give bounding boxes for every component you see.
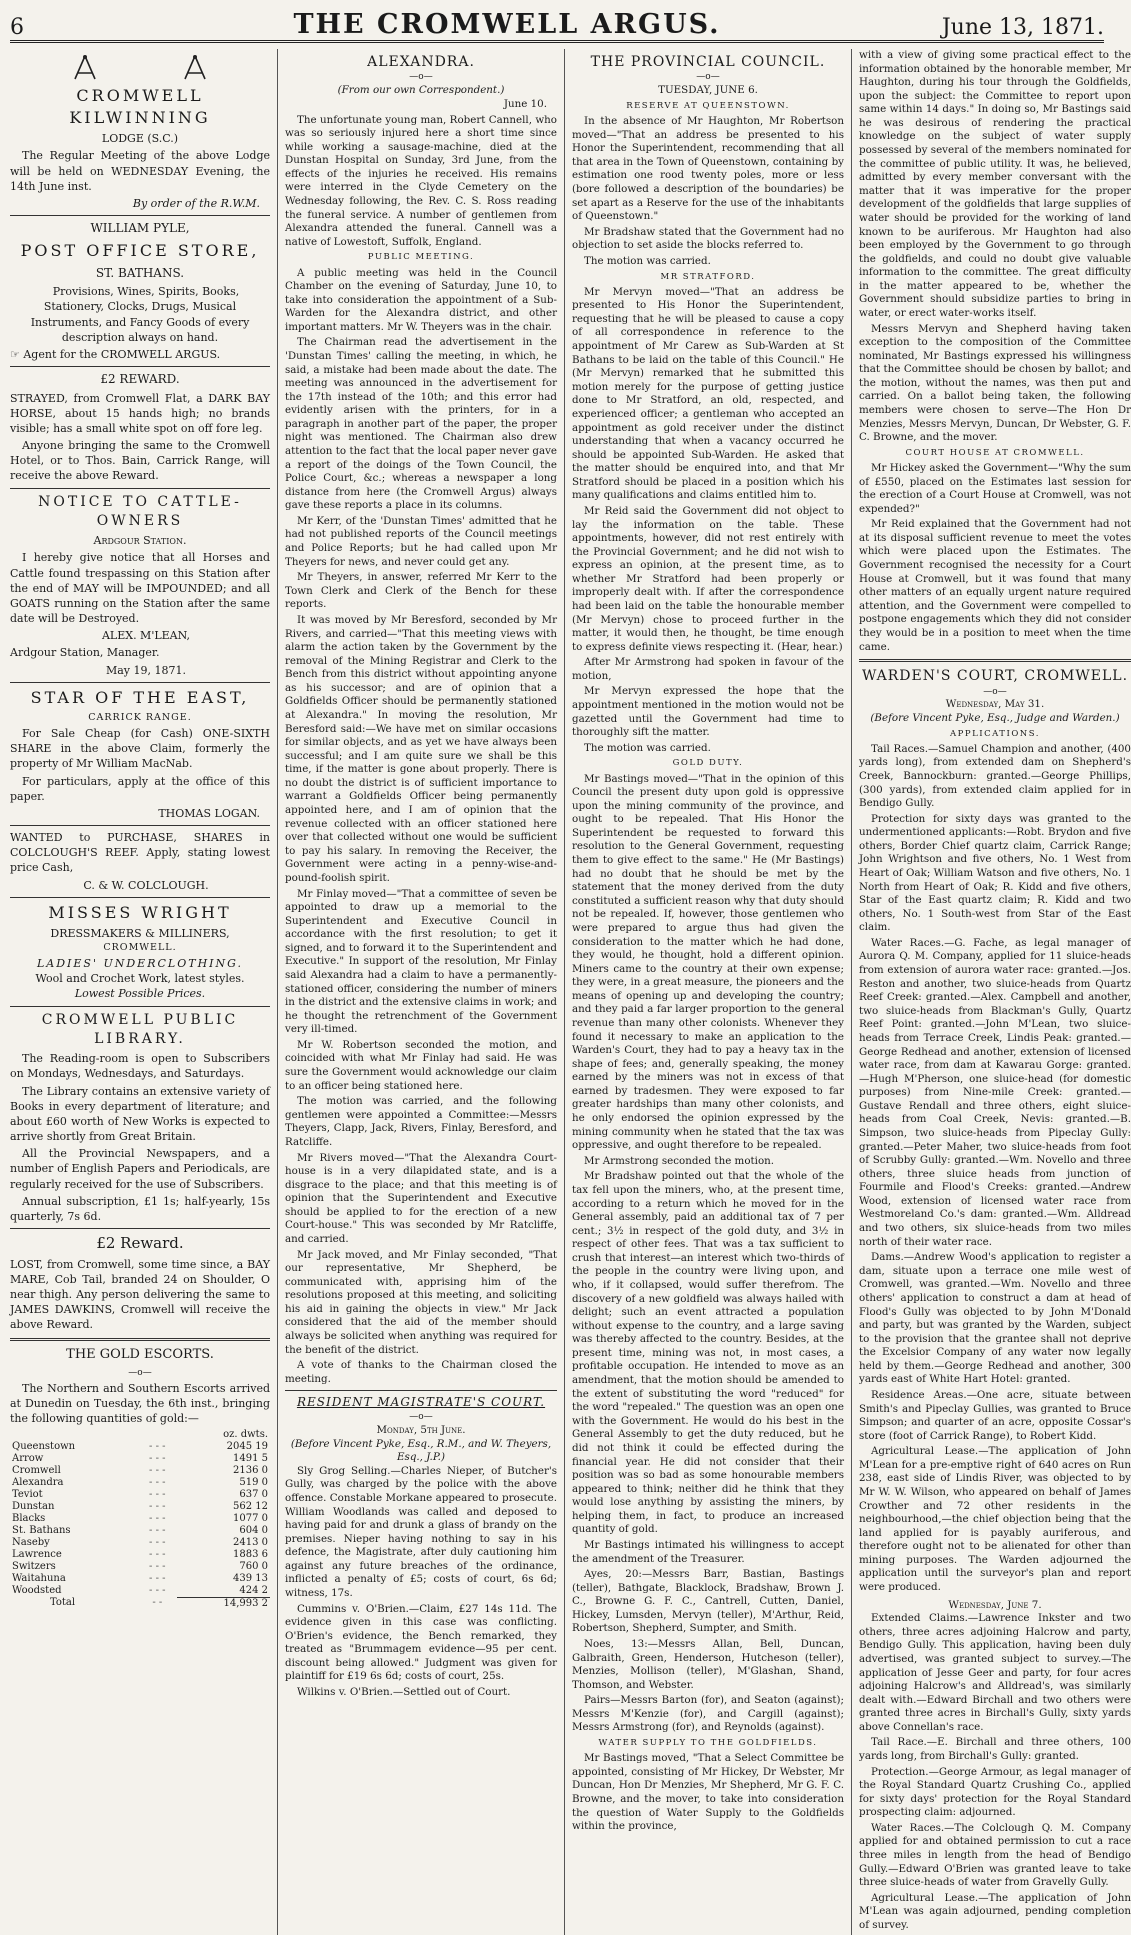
leader-dots: - - — [152, 1597, 163, 1609]
leader-dots: - - - — [149, 1524, 166, 1536]
issue-date: June 13, 1871. — [941, 15, 1104, 40]
council-cont-p4: Mr Reid explained that the Government had not at its disposal sufficient revenue to meet the votes which were placed upon the Estimates. The Government recognised the necessity for a Court House at Cromwell, but it was found that many other matters of an equally urgent nature required attention, and the Government were compelled to postpone engagements which they did not consider they would be in a position to meet when the time came. — [859, 518, 1131, 653]
council-p16: Mr Bastings moved, "That a Select Committee be appointed, consisting of Mr Hickey, Dr Webster, Mr Duncan, Hon Dr Menzies, Mr Shepherd, Mr G. F. C. Browne, and the mover, to take into consideration the question of Water Supply to the Goldfields within the province, — [572, 1752, 844, 1833]
leader-dots: - - - — [149, 1452, 166, 1464]
rm-court-before: (Before Vincent Pyke, Esq., R.M., and W. Theyers, Esq., J.P.) — [290, 1437, 552, 1464]
gold-place: Cromwell — [12, 1464, 61, 1476]
gold-unit: oz. dwts. — [223, 1428, 268, 1440]
gold-place: Alexandra — [12, 1476, 64, 1488]
council-p14: Noes, 13:—Messrs Allan, Bell, Duncan, Galbraith, Green, Henderson, Hutcheson (teller), Menzies, Mollison (teller), M'Glashan, Shand, Thomson, and Webster. — [572, 1638, 844, 1691]
table-row — [10, 1525, 270, 1537]
gold-place: Blacks — [12, 1512, 46, 1524]
reward2-title: £2 Reward. — [96, 1234, 184, 1253]
gold-place: St. Bathans — [12, 1524, 71, 1536]
column-alexandra: ALEXANDRA. —o— (From our own Correspondent.) June 10. The unfortunate young man, Robert Cannell, who was so seriously injured here a short time since while working a sausage-machine, died at the Dunstan Hospital on Sunday, 3rd June, from the effects of the injuries he received. His remains were interred in the Clyde Cemetery on the Wednesday following, the Rev. C. S. Ross reading the funeral service. A number of gentlemen from Alexandra attended the funeral. Cannell was a native of Lowestoft, Suffolk, England. PUBLIC MEETING. A public meeting was held in the Council Chamber on the evening of Saturday, June 10, to take into consideration the appointment of a Sub-Warden for the Alexandra district, and other important matters. Mr W. Theyers was in the chair. The Chairman read the advertisement in the 'Dunstan Times' calling the meeting, in which, he said, a mistake had been made about the date. The meeting was announced in the advertisement for the 17th instead of the 10th; and this error had evidently arisen with the printers, for in a paragraph in another part of the paper, the proper night was mentioned. The Chairman also drew attention to the fact that the local paper never gave a report of the doings of the Town Council, the Police Court, &c.; whereas a newspaper a long distance from here (the Cromwell Argus) always gave these reports a place in its columns. Mr Kerr, of the 'Dunstan Times' admitted that he had not published reports of the Council meetings and Police Reports; but he had called upon Mr Theyers for news, and never could get any. Mr Theyers, in answer, referred Mr Kerr to the Town Clerk and Clerk of the Bench for these reports. It was moved by Mr Beresford, seconded by Mr Rivers, and carried—"That this meeting views with alarm the action taken by the Government by the removal of the Mining Registrar and Clerk to the Bench from this district without appointing anyone as his successor; and are of opinion that a Goldfields Officer should be permanently stationed at Alexandra." In moving the resolution, Mr Beresford said:—We have met on similar occasions for similar objects, and as yet we have always been successful; and I am quite sure we shall be this time, if the matter is gone about properly. There is no doubt the district is of sufficient importance to warrant a Goldfields Officer being permanently appointed here, and I am of opinion that the revenue collected with an officer stationed here over that collected without one would be sufficient to pay his salary. In removing the Receiver, the Government were acting in a penny-wise-and-pound-foolish spirit. Mr Finlay moved—"That a committee of seven be appointed to draw up a memorial to the Superintendent and Executive Council in accordance with the first resolution; to get it signed, and to forward it to the Superintendent and Executive." In support of the resolution, Mr Finlay said Alexandra had a claim to have a permanently-stationed officer, considering the number of miners in the district and the extensive claims in work; and he thought the retrenchment of the Government very ill-timed. Mr W. Robertson seconded the motion, and coincided with what Mr Finlay had said. He was sure the Government would acknowledge our claim to an officer being stationed here. The motion was carried, and the following gentlemen were appointed a Committee:—Messrs Theyers, Clapp, Jack, Rivers, Finlay, Beresford, and Ratcliffe. Mr Rivers moved—"That the Alexandra Court-house is in a very dilapidated state, and is a disgrace to the place; and that this meeting is of opinion that the Superintendent and Executive should be applied to for the erection of a new Court-house." This was seconded by Mr Ratcliffe, and carried. Mr Jack moved, and Mr Finlay seconded, "That our representative, Mr Shepherd, be communicated with, apprising him of the resolutions proposed at this meeting, and soliciting his aid in gaining the objects in view." Mr Jack considered that the aid of the member should always be solicited when anything was required for the benefit of the district. A vote of thanks to the Chairman closed the meeting. RESIDENT MAGISTRATE'S COURT. —o— Monday, 5th June. (Before Vincent Pyke, Esq., R.M., and W. Theyers, Esq., J.P.) Sly Grog Selling.—Charles Nieper, of Butcher's Gully, was charged by the police with the above offence. Constable Morkane appeared to prosecute. William Woodlands was called and deposed to having paid for and drunk a glass of brandy on the premises. Nieper having nothing to say in his defence, the Magistrate, after duly cautioning him against any future breaches of the ordinance, inflicted a penalty of £5; costs of court, 6s 6d; witness, 17s. Cummins v. O'Brien.—Claim, £27 14s 11d. The evidence given in this case was conflicting. O'Brien's evidence, the Bench remarked, they treated as "Brummagem evidence—95 per cent. discount being allowed." Judgment was given for plaintiff for £19 6s 6d; costs of court, 25s. Wilkins v. O'Brien.—Settled out of Court. — [285, 54, 557, 1699]
gold-value: 2413 0 — [233, 1536, 268, 1548]
alexandra-byline: (From our own Correspondent.) — [337, 84, 505, 97]
table-row — [10, 1561, 270, 1573]
library-p3: All the Provincial Newspapers, and a number of English Papers and Periodicals, are regularly received for the use of Subscribers. — [10, 1147, 270, 1191]
council-p2: Mr Bradshaw stated that the Government had no objection to set aside the blocks referred to. — [572, 225, 844, 252]
council-p12: Mr Bastings intimated his willingness to accept the amendment of the Treasurer. — [572, 1538, 844, 1565]
library-p4: Annual subscription, £1 1s; half-yearly, 15s quarterly, 7s 6d. — [10, 1194, 270, 1223]
alexandra-p5: Mr Theyers, in answer, referred Mr Kerr to the Town Clerk and Clerk of the Bench for these reports. — [285, 571, 557, 611]
star-body2: For particulars, apply at the office of this paper. — [10, 774, 270, 803]
leader-dots: - - - — [149, 1536, 166, 1548]
star-title: STAR OF THE EAST, — [30, 687, 250, 707]
table-total-row — [10, 1597, 270, 1610]
leader-dots: - - - — [149, 1560, 166, 1572]
leader-dots: - - - — [149, 1572, 166, 1584]
gold-place: Switzers — [12, 1560, 56, 1572]
warden-x5: Agricultural Lease.—The application of John M'Lean was again adjourned, pending completion of survey. — [859, 1891, 1131, 1931]
warden-date: Wednesday, May 31. — [945, 698, 1045, 711]
gold-value: 2045 19 — [226, 1440, 268, 1452]
wright-ladies: LADIES' UNDERCLOTHING. — [36, 957, 244, 971]
council-p5: Mr Reid said the Government did not object to lay the information on the table. These appointments, however, did not rest entirely with the Provincial Government; and he did not wish to express an opinion, at the present time, as to whether Mr Stratford had been properly or improperly dealt with. If after the correspondence had been laid on the table the honourable member (Mr Mervyn) chose to proceed further in the matter, it would then, he thought, be time enough to express definite views respecting it. (Hear, hear.) — [572, 504, 844, 653]
table-row — [10, 1501, 270, 1513]
pyle-name: WILLIAM PYLE, — [90, 221, 190, 236]
gold-place: Naseby — [12, 1536, 50, 1548]
council-cont-p2: Messrs Mervyn and Shepherd having taken exception to the composition of the Committee nominated, Mr Bastings expressed his willingness that the Committee should be chosen by ballot; and the motion, without the names, was then put and carried. On a ballot being taken, the following members were chosen to serve—The Hon Dr Menzies, Messrs Mervyn, Duncan, Dr Webster, G. F. C. Browne, and the mover. — [859, 322, 1131, 444]
warden-before: (Before Vincent Pyke, Esq., Judge and Warden.) — [870, 712, 1120, 724]
leader-dots: - - - — [149, 1476, 166, 1488]
gold-value: 519 0 — [239, 1476, 268, 1488]
gold-value: 1883 6 — [233, 1548, 268, 1560]
star-sig: THOMAS LOGAN. — [158, 806, 260, 820]
kilwinning-subtitle: LODGE (S.C.) — [101, 132, 179, 146]
reward1-body2: Anyone bringing the same to the Cromwell Hotel, or to Thos. Bain, Carrick Range, will receive the above Reward. — [10, 439, 270, 483]
council-title: THE PROVINCIAL COUNCIL. — [590, 54, 826, 70]
leader-dots: - - - — [149, 1440, 166, 1452]
gold-place: Dunstan — [12, 1500, 55, 1512]
gold-place: Woodsted — [12, 1584, 62, 1596]
pyle-title: POST OFFICE STORE, — [20, 240, 260, 260]
gold-duty-heading: GOLD DUTY. — [672, 758, 744, 769]
gold-value: 2136 0 — [233, 1464, 268, 1476]
public-meeting-heading: PUBLIC MEETING. — [367, 252, 475, 263]
masthead — [10, 6, 1104, 43]
council-p4: Mr Mervyn moved—"That an address be presented to His Honor the Superintendent, requesting that he will be pleased to cause a copy of all correspondence in reference to the appointment of Mr Carew as Sub-Warden at St Bathans to be laid on the table of this Council." He (Mr Mervyn) remarked that he submitted this motion merely for the purpose of getting justice done to Mr Stratford, an old, respected, and experienced officer; a gentleman who accepted an appointment as gold receiver under the distinct understanding that when a vacancy occurred he should be appointed Sub-Warden. He asked that the matter should be enquired into, and that Mr Stratford should be placed in a position which his many qualifications and claims entitled him to. — [572, 285, 844, 502]
council-p3: The motion was carried. — [584, 254, 711, 267]
council-p1: In the absence of Mr Haughton, Mr Robertson moved—"That an address be presented to his Honor the Superintendent, recommending that all that area in the Town of Queenstown, containing by estimation one rood twenty poles, more or less (bore followed a description of the boundaries) be set apart as a Reserve for the use of the inhabitants of Queenstown." — [572, 115, 844, 223]
rm-court-case1: Sly Grog Selling.—Charles Nieper, of Butcher's Gully, was charged by the police with the above offence. Constable Morkane appeared to prosecute. William Woodlands was called and deposed to having paid for and drunk a glass of brandy on the premises. Nieper having nothing to say in his defence, the Magistrate, after duly cautioning him against any future breaches of the ordinance, inflicted a penalty of £5; costs of court, 6s 6d; witness, 17s. — [285, 1464, 557, 1599]
kilwinning-title: CROMWELL KILWINNING — [69, 86, 211, 128]
rm-court-case2: Cummins v. O'Brien.—Claim, £27 14s 11d. The evidence given in this case was conflicting. O'Brien's evidence, the Bench remarked, they treated as "Brummagem evidence—95 per cent. discount being allowed." Judgment was given for plaintiff for £19 6s 6d; costs of court, 25s. — [285, 1602, 557, 1683]
wright-place: CROMWELL. — [103, 941, 177, 953]
warden-w5: Residence Areas.—One acre, situate between Smith's and Pipeclay Gullies, was granted to Bruce Simpson; and quarter of an acre, opposite Cossar's store (foot of Carrick Range), to Robert Kidd. — [859, 1388, 1131, 1442]
wright-title: MISSES WRIGHT — [48, 902, 232, 922]
library-p2: The Library contains an extensive variety of Books in every department of literature; and about £60 worth of New Works is expected to arrive shortly from Great Britain. — [10, 1084, 270, 1144]
leader-dots: - - - — [149, 1500, 166, 1512]
alexandra-p10: Mr Rivers moved—"That the Alexandra Court-house is in a very dilapidated state, and is a disgrace to the place; and that this meeting is of opinion that the Superintendent and Executive should be applied to for the erection of a new Court-house." This was seconded by Mr Ratcliffe, and carried. — [285, 1151, 557, 1245]
gold-escorts-table — [10, 1429, 270, 1610]
masonic-emblems — [10, 49, 270, 83]
escorts-intro: The Northern and Southern Escorts arrived at Dunedin on Tuesday, the 6th inst., bringing the following quantities of gold:— — [10, 1381, 270, 1426]
council-p13: Ayes, 20:—Messrs Barr, Bastian, Bastings (teller), Bathgate, Blacklock, Bradshaw, Brown J. C., Browne G. F. C., Cantrell, Cutten, Daniel, Hickey, Lumsden, Mervyn (teller), M'Arthur, Reid, Robertson, Shepherd, Sumpter, and Smith. — [572, 1568, 844, 1635]
table-row — [10, 1477, 270, 1489]
gold-value: 424 2 — [239, 1584, 268, 1596]
table-row — [10, 1441, 270, 1453]
gold-place: Lawrence — [12, 1548, 62, 1560]
court-house-heading: COURT HOUSE AT CROMWELL. — [905, 447, 1085, 458]
council-date: TUESDAY, JUNE 6. — [658, 84, 758, 97]
alexandra-p1: The unfortunate young man, Robert Cannell, who was so seriously injured here a short time since while working a sausage-machine, died at the Dunstan Hospital on Sunday, 3rd June, from the effects of the injuries he received. His remains were interred in the Clyde Cemetery on the Wednesday following, the Rev. C. S. Ross reading the funeral service. A number of gentlemen from Alexandra attended the funeral. Cannell was a native of Lowestoft, Suffolk, England. — [285, 113, 557, 248]
alexandra-title: ALEXANDRA. — [367, 54, 475, 70]
wright-wool: Wool and Crochet Work, latest styles. — [35, 972, 245, 986]
warden-w4: Dams.—Andrew Wood's application to register a dam, situate upon a terrace one mile west of Cromwell, was granted.—Wm. Novello and three others' application to construct a dam at head of Flood's Gully was objected to by John M'Donald and party, but was granted by the Warden, subject to the provision that the grantee shall not deprive the Excelsior Company of any water now legally held by them.—George Redhead and another, 300 yards east of White Hart Hotel: granted. — [859, 1251, 1131, 1386]
warden-x2: Tail Race.—E. Birchall and three others, 100 yards long, from Birchall's Gully: granted. — [859, 1736, 1131, 1762]
council-p10: Mr Armstrong seconded the motion. — [584, 1154, 775, 1167]
cattle-date: May 19, 1871. — [105, 663, 186, 677]
table-row — [10, 1489, 270, 1501]
gold-total-value: 14,993 2 — [177, 1597, 270, 1610]
kilwinning-signature: By order of the R.W.M. — [132, 196, 260, 210]
warden-title: WARDEN'S COURT, CROMWELL. — [861, 668, 1129, 685]
warden-w3: Water Races.—G. Fache, as legal manager of Aurora Q. M. Company, applied for 11 sluice-heads from extension of aurora water race: granted.—Jos. Reston and another, two sluice-heads from Quartz Reef Creek: granted.—Alex. Campbell and another, two sluice-heads from Blackman's Gully, Quartz Reef Point: granted.—John M'Lean, two sluice-heads from Terrace Creek, Lindis Peak: granted.—George Redhead and another, extension of licensed water race, from dam at Kawarau Gorge: granted.—Hugh M'Pherson, one sluice-head (for domestic purposes) from Nine-mile Creek: granted.—Gustave Rendall and three others, eight sluice-heads from Coal Creek, Nevis: granted.—B. Simpson, two sluice-heads from Pipeclay Gully: granted.—Peter Maher, two sluice-heads from foot of Scrubby Gully: granted.—Wm. Novello and three others, three sluice heads from junction of Fourmile and Flood's Creeks: granted.—Andrew Wood, extension of licensed water race from Westmoreland Co.'s dam: granted.—Wm. Alldread and two others, six sluice-heads from two miles north of their water race. — [859, 936, 1131, 1248]
wright-prices: Lowest Possible Prices. — [74, 987, 206, 1001]
council-cont-p1: with a view of giving some practical effect to the information obtained by the honorable member, Mr Haughton, during his tour through the Goldfields, upon the subject: the Committee to report upon same within 14 days." In doing so, Mr Bastings said he was desirous of rendering the practical knowledge on the subject of water supply possessed by several of the members nominated for the committee of public utility. It was, he believed, admitted by every member conversant with the matter that it was imperative for the proper development of the goldfields that large supplies of water should be provided for the working of land known to be auriferous. Mr Haughton had also been employed by the Government to go through the goldfields, and could no doubt give valuable information to the committee. The great difficulty in the matter appeared to be, whether the Government should subsidize parties to bring in water, or erect water-works itself. — [859, 49, 1131, 319]
column-provincial-council: THE PROVINCIAL COUNCIL. —o— TUESDAY, JUNE 6. RESERVE AT QUEENSTOWN. In the absence of Mr Haughton, Mr Robertson moved—"That an address be presented to his Honor the Superintendent, recommending that all that area in the Town of Queenstown, containing by estimation one rood twenty poles, more or less (bore followed a description of the boundaries) be set apart as a Reserve for the use of the inhabitants of Queenstown." Mr Bradshaw stated that the Government had no objection to set aside the blocks referred to. The motion was carried. MR STRATFORD. Mr Mervyn moved—"That an address be presented to His Honor the Superintendent, requesting that he will be pleased to cause a copy of all correspondence in reference to the appointment of Mr Carew as Sub-Warden at St Bathans to be laid on the table of this Council." He (Mr Mervyn) remarked that he submitted this motion merely for the purpose of getting justice done to Mr Stratford, an old, respected, and experienced officer; a gentleman who accepted an appointment as gold receiver under the distinct understanding that when a vacancy occurred he should be appointed Sub-Warden. He asked that the matter should be enquired into, and that Mr Stratford should be placed in a position which his many qualifications and claims entitled him to. Mr Reid said the Government did not object to lay the information on the table. These appointments, however, did not rest entirely with the Provincial Government; and he did not wish to express an opinion, at the present time, as to whether Mr Stratford had been properly or improperly dealt with. If after the correspondence had been laid on the table the honourable member (Mr Mervyn) chose to proceed further in the matter, it would then, he thought, be time enough to express definite views respecting it. (Hear, hear.) After Mr Armstrong had spoken in favour of the motion, Mr Mervyn expressed the hope that the appointment mentioned in the motion would not be gazetted until the Government had time to thoroughly sift the matter. The motion was carried. GOLD DUTY. Mr Bastings moved—"That in the opinion of this Council the present duty upon gold is oppressive upon the mining community of the province, and ought to be repealed. That His Honor the Superintendent be requested to forward this resolution to the General Government, requesting them to give effect to the same." He (Mr Bastings) had no doubt that he should be met by the statement that the money derived from the duty constituted a sufficient reason why that duty should not be repealed. If, however, those gentlemen who were prepared to argue thus had given the consideration to the matter which he had done, they would, he thought, hold a different opinion. Miners came to the country at their own expense; they were, in a great measure, the pioneers and the means of opening up and developing the country; and they paid a far larger proportion to the general revenue than many other colonists. Whenever they found it necessary to make an application to the Warden's Court, they had to pay a heavy tax in the shape of fees; and, generally speaking, the money earned by the miners was not in excess of that earned by tradesmen. They were exposed to far greater hardships than many other colonists, and he only endorsed the opinion expressed by the mining community when he stated that the tax was oppressive, and ought therefore to be repealed. Mr Armstrong seconded the motion. Mr Bradshaw pointed out that the whole of the tax fell upon the miners, who, at the present time, according to a return which he moved for in the General assembly, paid an additional tax of 7 per cent.; 3½ in respect of the gold duty, and 3½ in respect of other fees. That was a tax sufficient to crush that interest—an interest which two-thirds of the people in the country were living upon, and who, if it collapsed, would suffer therefrom. The discovery of a new goldfield was always hailed with delight; such an event attracted a population without expense to the country, and a large saving was thereby affected to the country. Besides, at the present time, mining was not, in most cases, a profitable occupation. He intended to move as an amendment, that the motion should be amended to the extent of substituting the word "reduced" for the word "repealed." The question was an open one with the Government. He would do his best in the General Assembly to get the duty reduced, but he did not think it could be effected during the financial year. He did not consider that their position was so bad as some honourable members appeared to think; neither did he think that they would lose anything by assisting the miners, by helping them, in fact, to produce an increased quantity of gold. Mr Bastings intimated his willingness to accept the amendment of the Treasurer. Ayes, 20:—Messrs Barr, Bastian, Bastings (teller), Bathgate, Blacklock, Bradshaw, Brown J. C., Browne G. F. C., Cantrell, Cutten, Daniel, Hickey, Lumsden, Mervyn (teller), M'Arthur, Reid, Robertson, Shepherd, Sumpter, and Smith. Noes, 13:—Messrs Allan, Bell, Duncan, Galbraith, Green, Henderson, Hutcheson (teller), Menzies, Mollison (teller), M'Glashan, Shand, Thomson, and Webster. Pairs—Messrs Barton (for), and Seaton (against); Messrs M'Kenzie (for), and Cargill (against); Messrs Armstrong (for), and Reynolds (against). WATER SUPPLY TO THE GOLDFIELDS. Mr Bastings moved, "That a Select Committee be appointed, consisting of Mr Hickey, Dr Webster, Mr Duncan, Hon Dr Menzies, Mr Shepherd, Mr G. F. C. Browne, and the mover, to take into consideration the question of Water Supply to the Goldfields within the province, — [572, 54, 844, 1833]
reserve-heading: RESERVE AT QUEENSTOWN. — [626, 100, 790, 111]
leader-dots: - - - — [149, 1584, 166, 1596]
cattle-sig: Ardgour Station, Manager. — [10, 646, 160, 660]
leader-dots: - - - — [149, 1548, 166, 1560]
newspaper-title: THE CROMWELL ARGUS. — [293, 9, 721, 40]
council-p11: Mr Bradshaw pointed out that the whole of the tax fell upon the miners, who, at the present time, according to a return which he moved for in the General assembly, paid an additional tax of 7 per cent.; 3½ in respect of the gold duty, and 3½ in respect of other fees. That was a tax sufficient to crush that interest—an interest which two-thirds of the people in the country were living upon, and who, if it collapsed, would suffer therefrom. The discovery of a new goldfield was always hailed with delight; such an event attracted a population without expense to the country, and a large saving was thereby affected to the country. Besides, at the present time, mining was not, in most cases, a profitable occupation. He intended to move as an amendment, that the motion should be amended to the extent of substituting the word "reduced" for the word "repealed." The question was an open one with the Government. He would do his best in the General Assembly to get the duty reduced, but he did not think it could be effected during the financial year. He did not consider that their position was so bad as some honourable members appeared to think; neither did he think that they would lose anything by assisting the miners, by helping them, in fact, to produce an increased quantity of gold. — [572, 1170, 844, 1536]
rm-court-title: RESIDENT MAGISTRATE'S COURT. — [296, 1395, 546, 1410]
gold-value: 1491 5 — [233, 1452, 268, 1464]
warden-w2: Protection for sixty days was granted to the undermentioned applicants:—Robt. Brydon and five others, Border Chief quartz claim, Carrick Range; John Wrightson and five others, No. 1 West from Heart of Oak; William Watson and five others, No. 1 North from Heart of Oak; R. Kidd and five others, Star of the East quartz claim; R. Kidd and two others, No. 1 South-west from Star of the East claim. — [859, 812, 1131, 934]
leader-dots: - - - — [149, 1488, 166, 1500]
alexandra-p12: A vote of thanks to the Chairman closed the meeting. — [285, 1359, 557, 1385]
table-row — [10, 1549, 270, 1561]
library-title: CROMWELL PUBLIC LIBRARY. — [41, 1011, 239, 1047]
page-number: 6 — [10, 15, 24, 40]
applications-heading: APPLICATIONS. — [950, 728, 1040, 739]
gold-value: 1077 0 — [233, 1512, 268, 1524]
pyle-body: Provisions, Wines, Spirits, Books, Stationery, Clocks, Drugs, Musical Instruments, and Fancy Goods of every description always on hand. — [30, 285, 250, 344]
table-row — [10, 1465, 270, 1477]
gold-value: 637 0 — [239, 1488, 268, 1500]
cattle-body: I hereby give notice that all Horses and Cattle found trespassing on this Station after the end of MAY will be IMPOUNDED; and all GOATS running on the Station after the same date will be Destroyed. — [10, 551, 270, 626]
gold-place: Waitahuna — [12, 1572, 66, 1584]
pyle-agent — [10, 347, 270, 362]
compass-square-icon — [70, 53, 100, 83]
council-p7: Mr Mervyn expressed the hope that the appointment mentioned in the motion would not be gazetted until the Government had time to thoroughly sift the matter. — [572, 685, 844, 739]
rm-court-case3: Wilkins v. O'Brien.—Settled out of Court. — [297, 1686, 511, 1699]
escorts-title: THE GOLD ESCORTS. — [66, 1346, 214, 1362]
wanted-body: WANTED to PURCHASE, SHARES in COLCLOUGH'S REEF. Apply, stating lowest price Cash, — [10, 831, 270, 875]
gold-place: Queenstown — [12, 1440, 76, 1452]
cattle-station: Ardgour Station. — [93, 534, 187, 548]
rm-court-date: Monday, 5th June. — [376, 1424, 466, 1437]
gold-value: 562 12 — [233, 1500, 268, 1512]
alexandra-date: June 10. — [503, 97, 547, 110]
alexandra-p2: A public meeting was held in the Council Chamber on the evening of Saturday, June 10, to take into consideration the appointment of a Sub-Warden for the Alexandra district, and other important matters. Mr W. Theyers was in the chair. — [285, 266, 557, 333]
council-p9: Mr Bastings moved—"That in the opinion of this Council the present duty upon gold is oppressive upon the mining community of the province, and ought to be repealed. That His Honor the Superintendent be requested to forward this resolution to the General Government, requesting them to give effect to the same." He (Mr Bastings) had no doubt that he should be met by the statement that the money derived from the duty constituted a sufficient reason why that duty should not be repealed. If, however, those gentlemen who were prepared to argue thus had given the consideration to the matter which he had done, they would, he thought, hold a different opinion. Miners came to the country at their own expense; they were, in a great measure, the pioneers and the means of opening up and developing the country; and they paid a far larger proportion to the general revenue than many other colonists. Whenever they found it necessary to make an application to the Warden's Court, they had to pay a heavy tax in the shape of fees; and, generally speaking, the money earned by the miners was not in excess of that earned by tradesmen. They were exposed to far greater hardships than many other colonists, and he only endorsed the opinion expressed by the mining community when he stated that the tax was oppressive, and ought therefore to be repealed. — [572, 772, 844, 1152]
alexandra-p9: The motion was carried, and the following gentlemen were appointed a Committee:—Messrs Theyers, Clapp, Jack, Rivers, Finlay, Beresford, and Ratcliffe. — [285, 1095, 557, 1148]
alexandra-p11: Mr Jack moved, and Mr Finlay seconded, "That our representative, Mr Shepherd, be communicated with, apprising him of the resolutions proposed at this meeting, and soliciting his aid in gaining the objects in view." Mr Jack considered that the aid of the member should always be solicited when anything was required for the benefit of the district. — [285, 1248, 557, 1356]
gold-place: Teviot — [12, 1488, 43, 1500]
gold-value: 604 0 — [239, 1524, 268, 1536]
pyle-agent-text: Agent for the CROMWELL ARGUS. — [23, 347, 221, 361]
table-row — [10, 1453, 270, 1465]
gold-value: 439 13 — [233, 1572, 268, 1584]
gold-value: 760 0 — [239, 1560, 268, 1572]
library-p1: The Reading-room is open to Subscribers on Mondays, Wednesdays, and Saturdays. — [10, 1052, 270, 1081]
warden-w1: Tail Races.—Samuel Champion and another, (400 yards long), from extended dam on Shepherd's Creek, Bannockburn: granted.—George Phillips, (300 yards), from extended claim applied for in Bendigo Gully. — [859, 742, 1131, 810]
reward1-title: £2 REWARD. — [100, 372, 180, 387]
alexandra-p3: The Chairman read the advertisement in the 'Dunstan Times' calling the meeting, in which, he said, a mistake had been made about the date. The meeting was announced in the advertisement for the 17th instead of the 10th; and this error had evidently arisen with the printers, for in a paragraph in another part of the paper, the proper night was mentioned. The Chairman also drew attention to the fact that the local paper never gave a report of the doings of the Town Council, the Police Court, &c.; whereas a newspaper a long distance from here (the Cromwell Argus) always gave these reports a place in its columns. — [285, 336, 557, 512]
council-p15: Pairs—Messrs Barton (for), and Seaton (against); Messrs M'Kenzie (for), and Cargill (against); Messrs Armstrong (for), and Reynolds (against). — [572, 1694, 844, 1734]
table-row — [10, 1537, 270, 1549]
table-row — [10, 1513, 270, 1525]
column-advertisements: CROMWELL KILWINNING LODGE (S.C.) The Regular Meeting of the above Lodge will be held on WEDNESDAY Evening, the 14th June inst. By order of the R.W.M. WILLIAM PYLE, POST OFFICE STORE, ST. BATHANS. Provisions, Wines, Spirits, Books, Stationery, Clocks, Drugs, Musical Instruments, and Fancy Goods of every description always on hand. ☞ Agent for the CROMWELL ARGUS. £2 REWARD. STRAYED, from Cromwell Flat, a DARK BAY HORSE, about 15 hands high; no brands visible; has a small white spot on off fore leg. Anyone bringing the same to the Cromwell Hotel, or to Thos. Bain, Carrick Range, will receive the above Reward. NOTICE TO CATTLE-OWNERS Ardgour Station. I hereby give notice that all Horses and Cattle found trespassing on this Station after the end of MAY will be IMPOUNDED; and all GOATS running on the Station after the same date will be Destroyed. ALEX. M'LEAN, Ardgour Station, Manager. May 19, 1871. STAR OF THE EAST, CARRICK RANGE. For Sale Cheap (for Cash) ONE-SIXTH SHARE in the above Claim, formerly the property of Mr William MacNab. For particulars, apply at the office of this paper. THOMAS LOGAN. WANTED to PURCHASE, SHARES in COLCLOUGH'S REEF. Apply, stating lowest price Cash, C. & W. COLCLOUGH. MISSES WRIGHT DRESSMAKERS & MILLINERS, CROMWELL. LADIES' UNDERCLOTHING. Wool and Crochet Work, latest styles. Lowest Possible Prices. CROMWELL PUBLIC LIBRARY. The Reading-room is open to Subscribers on Mondays, Wednesdays, and Saturdays. The Library contains an extensive variety of Books in every department of literature; and about £60 worth of New Works is expected to arrive shortly from Great Britain. All the Provincial Newspapers, and a number of English Papers and Periodicals, are regularly received for the use of Subscribers. Annual subscription, £1 1s; half-yearly, 15s quarterly, 7s 6d. £2 Reward. LOST, from Cromwell, some time since, a BAY MARE, Cob Tail, branded 24 on Shoulder, O near thigh. Any person delivering the same to JAMES DAWKINS, Cromwell will receive the above Reward. THE GOLD ESCORTS. —o— The Northern and Southern Escorts arrived at Dunedin on Tuesday, the 6th inst., bringing the following quantities of gold:— oz. dwts. Queenstown - - - 2045 19 Arrow - - - 1491 5 Cromwell - - - 2136 0 Alexandra - - - 519 0 Teviot - - - 637 0 Dunstan - - - 562 12 Blacks - - - 1077 0 St. Bathans - - - 604 0 Naseby - - - 2413 0 Lawrence - - - 1883 6 Switzers - - - 760 0 Waitahuna - - - 439 13 Woodsted - - - 424 2 Total - - 14,993 2 — [10, 49, 270, 1935]
alexandra-p8: Mr W. Robertson seconded the motion, and coincided with what Mr Finlay had said. He was sure the Government would acknowledge our claim to an officer being stationed here. — [285, 1038, 557, 1092]
warden-x4: Water Races.—The Colclough Q. M. Company applied for and obtained permission to cut a race three miles in length from the head of Bendigo Gully.—Edward O'Brien was granted leave to take three sluice-heads of water from Gravelly Gully. — [859, 1821, 1131, 1889]
leader-dots: - - - — [149, 1464, 166, 1476]
cattle-name: ALEX. M'LEAN, — [101, 629, 191, 643]
leader-dots: - - - — [149, 1512, 166, 1524]
gold-total-label: Total — [50, 1597, 76, 1609]
warden-x1: Extended Claims.—Lawrence Inkster and two others, three acres adjoining Halcrow and party, Bendigo Gully. This application, having been duly advertised, was granted subject to survey.—The application of Jesse Geer and party, for four acres adjoining Halcrow's and Alldread's, was similarly dealt with.—Edward Birchall and two others were granted three acres in Birchall's Gully, sixty yards above Connellan's race. — [859, 1612, 1131, 1733]
water-supply-heading: WATER SUPPLY TO THE GOLDFIELDS. — [598, 1738, 818, 1749]
warden-w6: Agricultural Lease.—The application of John M'Lean for a pre-emptive right of 640 acres on Run 238, east side of Lindis River, was objected to by Mr W. W. Wilson, who appeared on behalf of James Crowther and 72 other residents in the neighbourhood,—the chief objection being that the land applied for is payably auriferous, and therefore ought not to be alienated for other than mining purposes. The Warden adjourned the application until the surveyor's plan and report were produced. — [859, 1445, 1131, 1594]
warden-x3: Protection.—George Armour, as legal manager of the Royal Standard Quartz Crushing Co., applied for sixty days' protection for the Royal Standard prospecting claim: adjourned. — [859, 1765, 1131, 1819]
reward2-body: LOST, from Cromwell, some time since, a BAY MARE, Cob Tail, branded 24 on Shoulder, O near thigh. Any person delivering the same to JAMES DAWKINS, Cromwell will receive the above Reward. — [10, 1257, 270, 1332]
alexandra-p6: It was moved by Mr Beresford, seconded by Mr Rivers, and carried—"That this meeting views with alarm the action taken by the Government by the removal of the Mining Registrar and Clerk to the Bench from this district without appointing anyone as his successor; and are of opinion that a Goldfields Officer should be permanently stationed at Alexandra." In moving the resolution, Mr Beresford said:—We have met on similar occasions for similar objects, and as yet we have always been successful; and I am quite sure we shall be this time, if the matter is gone about properly. There is no doubt the district is of sufficient importance to warrant a Goldfields Officer being permanently appointed here, and I am of opinion that the revenue collected with an officer stationed here over that collected without one would be sufficient to pay his salary. In removing the Receiver, the Government were acting in a penny-wise-and-pound-foolish spirit. — [285, 613, 557, 884]
council-p6: After Mr Armstrong had spoken in favour of the motion, — [572, 656, 844, 682]
gold-place: Arrow — [12, 1452, 44, 1464]
table-row — [10, 1585, 270, 1598]
pointing-hand-icon: ☞ — [10, 347, 24, 361]
table-row — [10, 1573, 270, 1585]
wright-sub: DRESSMAKERS & MILLINERS, — [50, 926, 230, 940]
pyle-place: ST. BATHANS. — [95, 265, 185, 280]
star-sub: CARRICK RANGE. — [88, 711, 192, 723]
star-body: For Sale Cheap (for Cash) ONE-SIXTH SHARE in the above Claim, formerly the property of Mr William MacNab. — [10, 726, 270, 771]
alexandra-p4: Mr Kerr, of the 'Dunstan Times' admitted that he had not published reports of the Council meetings and Police Reports; but he had called upon Mr Theyers for news, and never could get any. — [285, 514, 557, 568]
cattle-title: NOTICE TO CATTLE-OWNERS — [38, 493, 242, 529]
council-cont-p3: Mr Hickey asked the Government—"Why the sum of £550, placed on the Estimates last session for the erection of a Court House at Cromwell, was not expended?" — [859, 461, 1131, 515]
warden-date2: Wednesday, June 7. — [948, 1598, 1042, 1611]
alexandra-p7: Mr Finlay moved—"That a committee of seven be appointed to draw up a memorial to the Superintendent and Executive Council in accordance with the first resolution; to get it signed, and to forward it to the Superintendent and Executive." In support of the resolution, Mr Finlay said Alexandra had a claim to have a permanently-stationed officer, considering the number of miners in the district and the extensive claims in work; and he thought the retrenchment of the Government very ill-timed. — [285, 887, 557, 1036]
wanted-sig: C. & W. COLCLOUGH. — [83, 878, 209, 892]
stratford-heading: MR STRATFORD. — [660, 271, 756, 282]
column-wardens-court: with a view of giving some practical effect to the information obtained by the honorable member, Mr Haughton, during his tour through the Goldfields, upon the subject: the Committee to report upon same within 14 days." In doing so, Mr Bastings said he was desirous of rendering the practical knowledge on the subject of water supply possessed by several of the members nominated for the committee of public utility. It was, he believed, admitted by every member conversant with the matter that it was imperative for the proper development of the goldfields that large supplies of water should be provided for the working of land known to be auriferous. Mr Haughton had also been employed by the Government to go through the goldfields, and could no doubt give valuable information to the committee. The great difficulty in the matter appeared to be, whether the Government should subsidize parties to bring in water, or erect water-works itself. Messrs Mervyn and Shepherd having taken exception to the composition of the Committee nominated, Mr Bastings expressed his willingness that the Committee should be chosen by ballot; and the motion, without the names, was then put and carried. On a ballot being taken, the following members were chosen to serve—The Hon Dr Menzies, Messrs Mervyn, Duncan, Dr Webster, G. F. C. Browne, and the mover. COURT HOUSE AT CROMWELL. Mr Hickey asked the Government—"Why the sum of £550, placed on the Estimates last session for the erection of a Court House at Cromwell, was not expended?" Mr Reid explained that the Government had not at its disposal sufficient revenue to meet the votes which were placed upon the Estimates. The Government recognised the necessity for a Court House at Cromwell, but it was found that many other matters of an equally urgent nature required attention, and the Government were compelled to postpone engagements which they did not consider they would be in a position to meet when the time came. WARDEN'S COURT, CROMWELL. —o— Wednesday, May 31. (Before Vincent Pyke, Esq., Judge and Warden.) APPLICATIONS. Tail Races.—Samuel Champion and another, (400 yards long), from extended dam on Shepherd's Creek, Bannockburn: granted.—George Phillips, (300 yards), from extended claim applied for in Bendigo Gully. Protection for sixty days was granted to the undermentioned applicants:—Robt. Brydon and five others, Border Chief quartz claim, Carrick Range; John Wrightson and five others, No. 1 West from Heart of Oak; William Watson and five others, No. 1 North from Heart of Oak; R. Kidd and five others, Star of the East quartz claim; R. Kidd and two others, No. 1 South-west from Star of the East claim. Water Races.—G. Fache, as legal manager of Aurora Q. M. Company, applied for 11 sluice-heads from extension of aurora water race: granted.—Jos. Reston and another, two sluice-heads from Quartz Reef Creek: granted.—Alex. Campbell and another, two sluice-heads from Blackman's Gully, Quartz Reef Point: granted.—John M'Lean, two sluice-heads from Terrace Creek, Lindis Peak: granted.—George Redhead and another, extension of licensed water race, from dam at Kawarau Gorge: granted.—Hugh M'Pherson, one sluice-head (for domestic purposes) from Nine-mile Creek: granted.—Gustave Rendall and three others, eight sluice-heads from Coal Creek, Nevis: granted.—B. Simpson, two sluice-heads from Pipeclay Gully: granted.—Peter Maher, two sluice-heads from foot of Scrubby Gully: granted.—Wm. Novello and three others, three sluice heads from junction of Fourmile and Flood's Creeks: granted.—Andrew Wood, extension of licensed water race from Westmoreland Co.'s dam: granted.—Wm. Alldread and two others, six sluice-heads from two miles north of their water race. Dams.—Andrew Wood's application to register a dam, situate upon a terrace one mile west of Cromwell, was granted.—Wm. Novello and three others' application to construct a dam at head of Flood's Gully was objected to by John M'Donald and party, but was granted by the Warden, subject to the provision that the grantee shall not deprive the Excelsior Company of any water now legally held by them.—George Redhead and another, 300 yards east of White Hart Hotel: granted. Residence Areas.—One acre, situate between Smith's and Pipeclay Gullies, was granted to Bruce Simpson; and quarter of an acre, opposite Cossar's store (foot of Carrick Range), to Robert Kidd. Agricultural Lease.—The application of John M'Lean for a pre-emptive right of 640 acres on Run 238, east side of Lindis River, was objected to by Mr W. W. Wilson, who appeared on behalf of James Crowther and 72 other residents in the neighbourhood,—the chief objection being that the land applied for is payably auriferous, and therefore ought not to be alienated for other than mining purposes. The Warden adjourned the application until the surveyor's plan and report were produced. Wednesday, June 7. Extended Claims.—Lawrence Inkster and two others, three acres adjoining Halcrow and party, Bendigo Gully. This application, having been duly advertised, was granted subject to survey.—The application of Jesse Geer and party, for four acres adjoining Halcrow's and Alldread's, was similarly dealt with.—Edward Birchall and two others were granted three acres in Birchall's Gully, sixty yards above Connellan's race. Tail Race.—E. Birchall and three others, 100 yards long, from Birchall's Gully: granted. Protection.—George Armour, as legal manager of the Royal Standard Quartz Crushing Co., applied for sixty days' protection for the Royal Standard prospecting claim: adjourned. Water Races.—The Colclough Q. M. Company applied for and obtained permission to cut a race three miles in length from the head of Bendigo Gully.—Edward O'Brien was granted leave to take three sluice-heads of water from Gravelly Gully. Agricultural Lease.—The application of John M'Lean was again adjourned, pending completion of survey. — [859, 49, 1131, 1931]
compass-square-icon — [180, 53, 210, 83]
kilwinning-body: The Regular Meeting of the above Lodge will be held on WEDNESDAY Evening, the 14th June inst. — [10, 149, 270, 193]
reward1-body: STRAYED, from Cromwell Flat, a DARK BAY HORSE, about 15 hands high; no brands visible; has a small white spot on off fore leg. — [10, 391, 270, 435]
council-p8: The motion was carried. — [584, 741, 711, 754]
